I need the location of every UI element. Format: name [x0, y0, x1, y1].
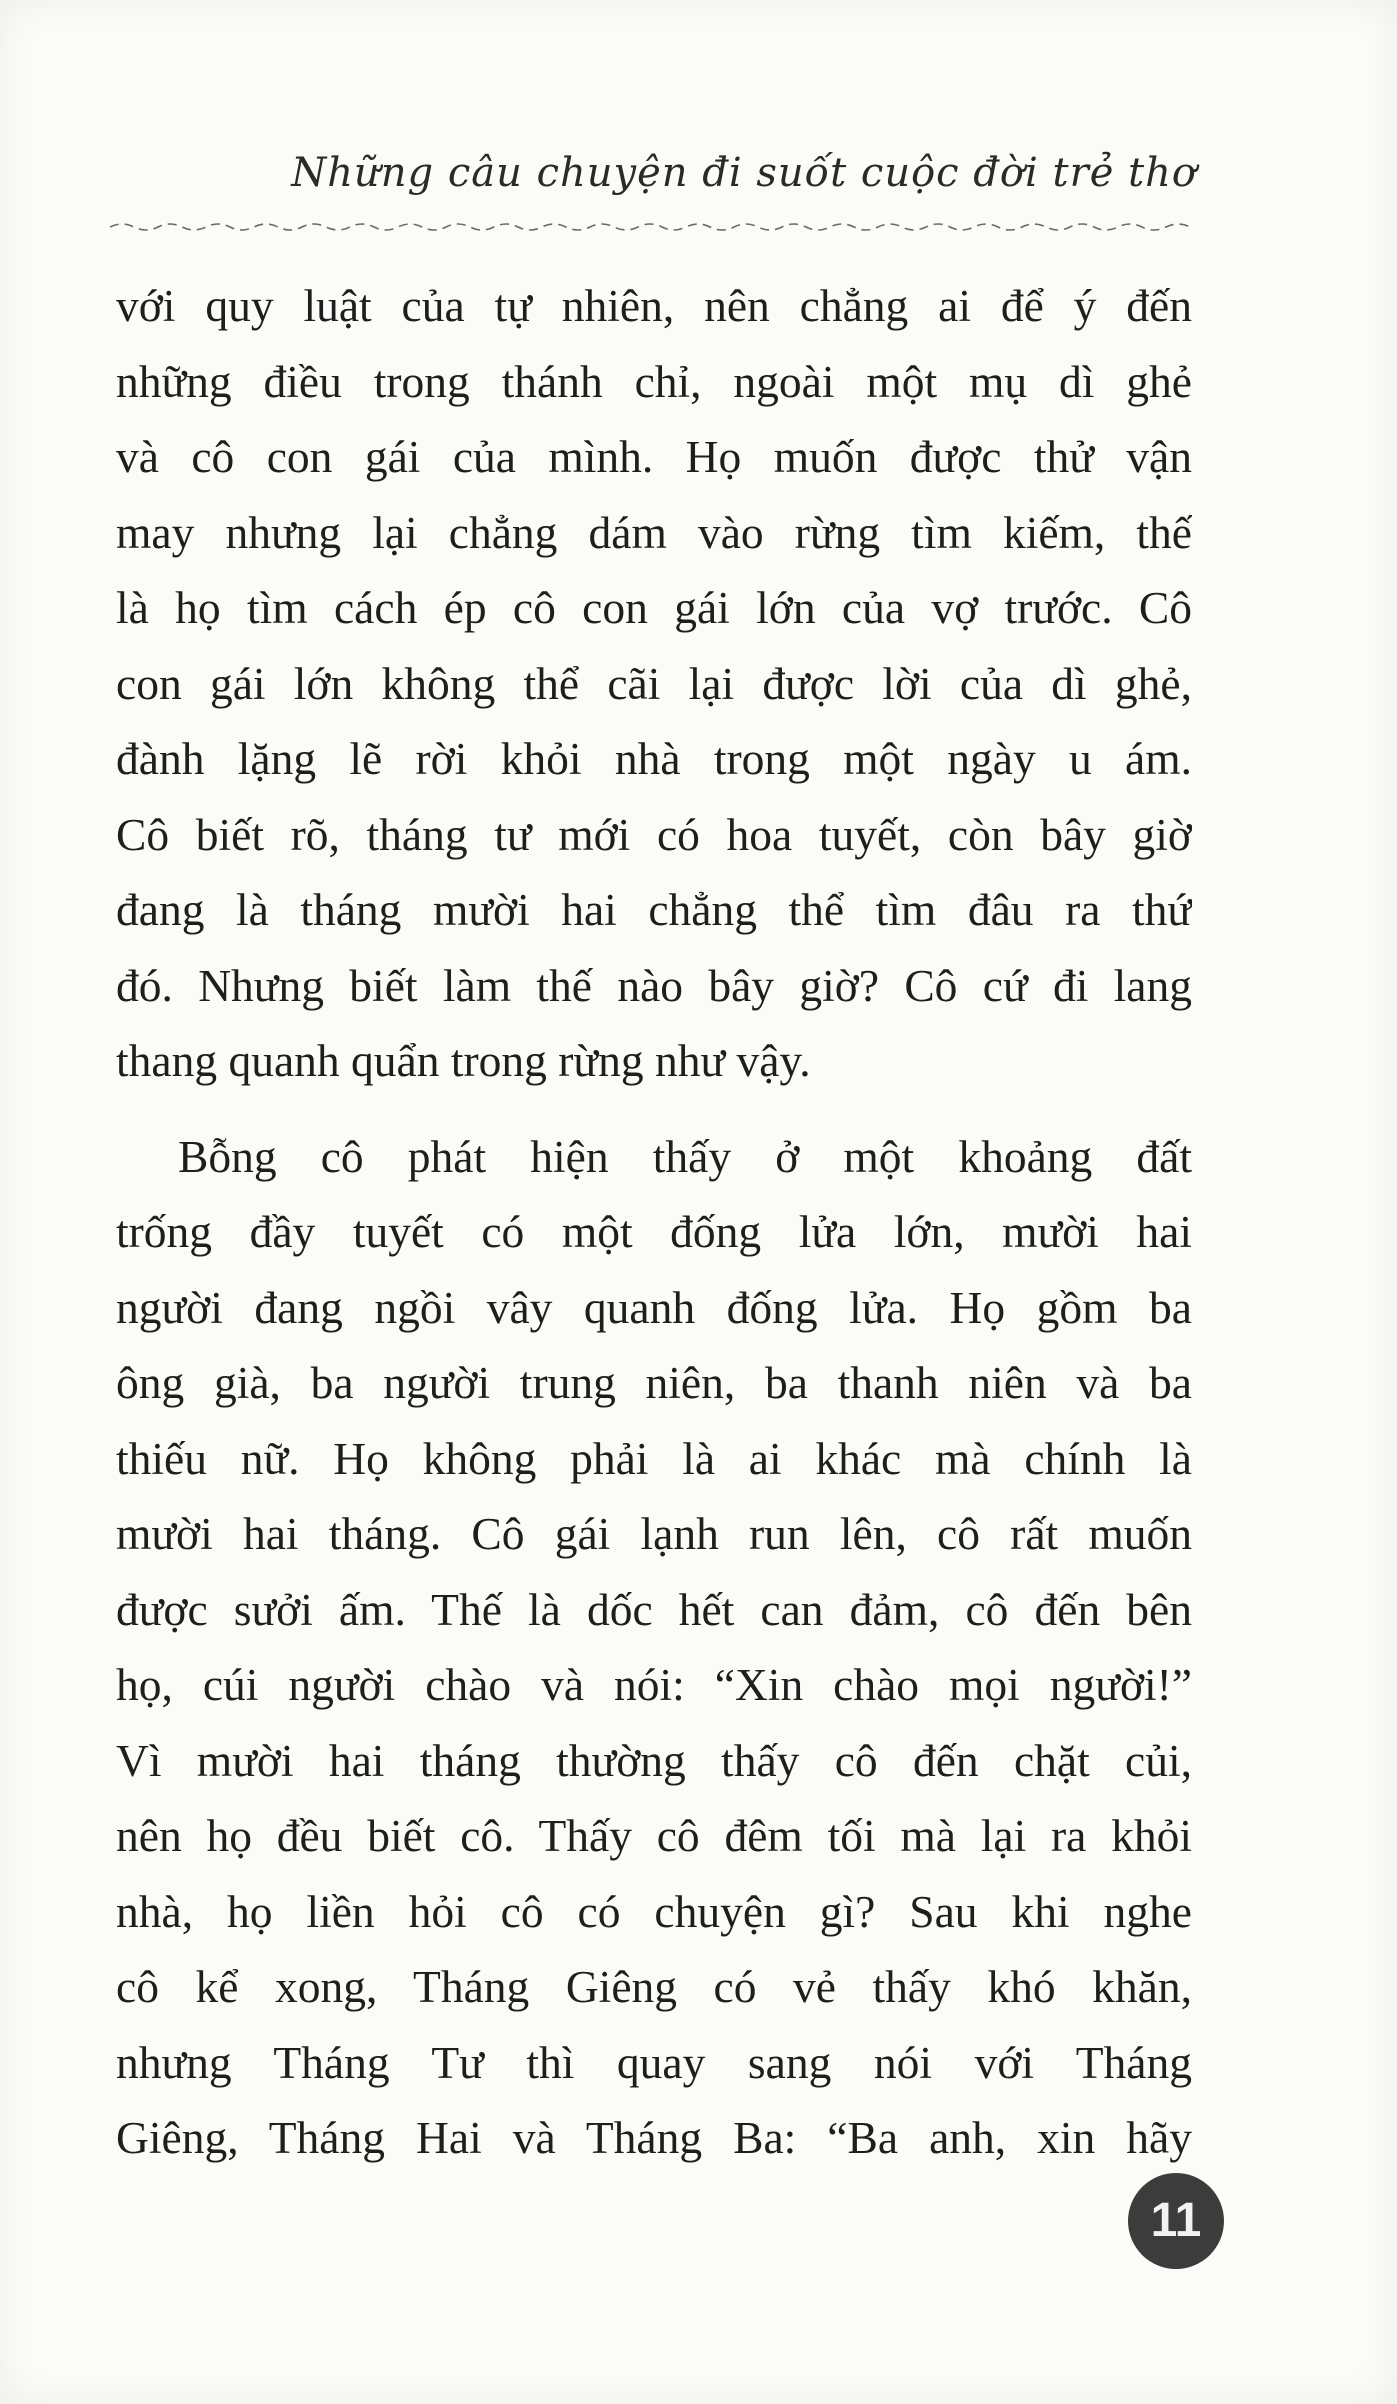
page-number-badge: 11 [1128, 2173, 1224, 2269]
text-line: đang là tháng mười hai chẳng thể tìm đâu ra thứ [116, 884, 1192, 935]
text-line: thiếu nữ. Họ không phải là ai khác mà chính là [116, 1432, 1192, 1484]
text-line: con gái lớn không thể cãi lại được lời của dì ghẻ, [116, 657, 1192, 709]
text-line: cô kể xong, Tháng Giêng có vẻ thấy khó khăn, [116, 1961, 1192, 2012]
text-line: là họ tìm cách ép cô con gái lớn của vợ trước. Cô [116, 582, 1192, 633]
text-line: Bỗng cô phát hiện thấy ở một khoảng đất [178, 1130, 1192, 1182]
text-line: Giêng, Tháng Hai và Tháng Ba: “Ba anh, xin hãy [116, 2112, 1192, 2163]
paragraph-spacer [116, 1099, 1192, 1119]
text-line: nhà, họ liền hỏi cô có chuyện gì? Sau khi nghe [116, 1885, 1192, 1937]
text-line: Vì mười hai tháng thường thấy cô đến chặt củi, [116, 1734, 1192, 1786]
paragraph-1 [116, 268, 1192, 1099]
text-line: trống đầy tuyết có một đống lửa lớn, mười hai [116, 1206, 1192, 1257]
text-line: với quy luật của tự nhiên, nên chẳng ai để ý đến [116, 280, 1192, 331]
text-line: người đang ngồi vây quanh đống lửa. Họ gồm ba [116, 1281, 1192, 1333]
header-wavy-rule [110, 220, 1200, 234]
text-line: những điều trong thánh chỉ, ngoài một mụ dì ghẻ [116, 355, 1192, 407]
text-line: đó. Nhưng biết làm thế nào bây giờ? Cô cứ đi lang [116, 959, 1192, 1011]
text-line: nhưng Tháng Tư thì quay sang nói với Tháng [116, 2036, 1192, 2088]
text-line: họ, cúi người chào và nói: “Xin chào mọi người!” [116, 1659, 1192, 1710]
text-line: ông già, ba người trung niên, ba thanh niên và ba [116, 1357, 1192, 1408]
running-header-title: Những câu chuyện đi suốt cuộc đời trẻ thơ [291, 150, 1197, 196]
text-line: Cô biết rõ, tháng tư mới có hoa tuyết, còn bây giờ [116, 808, 1192, 860]
text-line: đành lặng lẽ rời khỏi nhà trong một ngày u ám. [116, 733, 1192, 784]
text-line: thang quanh quẩn trong rừng như vậy. [116, 1035, 811, 1086]
text-line: nên họ đều biết cô. Thấy cô đêm tối mà lại ra khỏi [116, 1810, 1192, 1861]
text-line: mười hai tháng. Cô gái lạnh run lên, cô rất muốn [116, 1508, 1192, 1559]
body-text [116, 268, 1192, 2176]
text-line: được sưởi ấm. Thế là dốc hết can đảm, cô đến bên [116, 1583, 1192, 1635]
text-line: và cô con gái của mình. Họ muốn được thử vận [116, 431, 1192, 482]
text-line: may nhưng lại chẳng dám vào rừng tìm kiếm, thế [116, 506, 1192, 558]
paragraph-2 [116, 1119, 1192, 2176]
